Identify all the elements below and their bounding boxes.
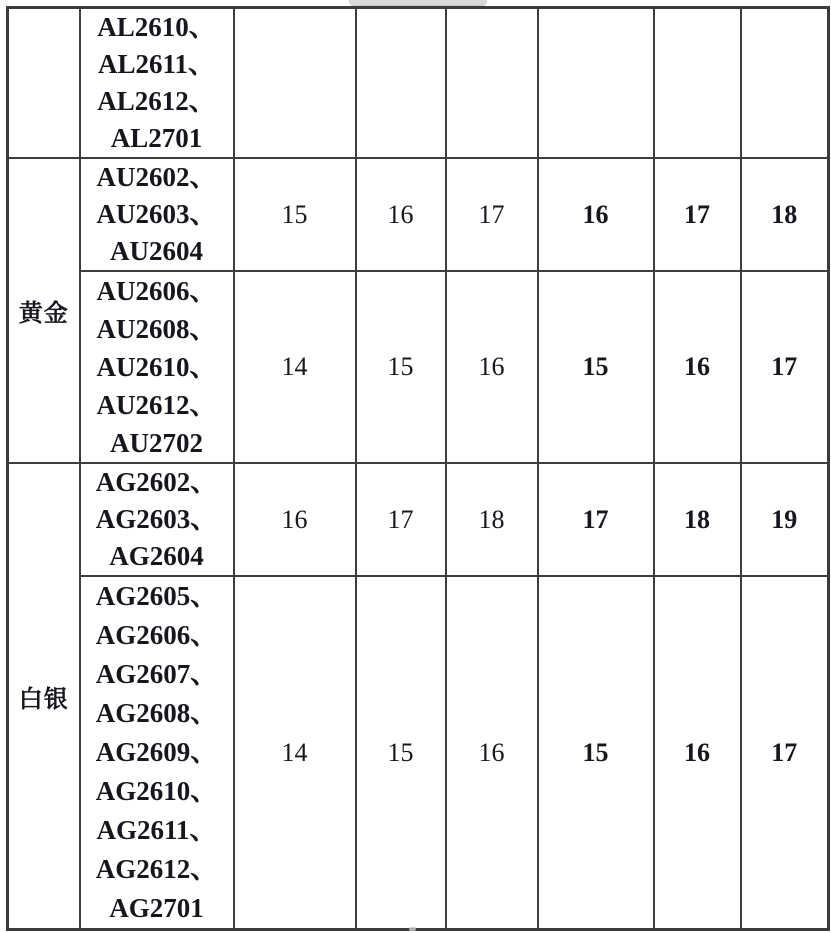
table-row [8,463,829,576]
contract-codes-cell [80,271,234,463]
margin-value-cell: 16 [356,158,446,271]
margin-value-cell: 16 [446,576,538,930]
contract-code: AU2602、 [96,162,217,192]
contract-code: AU2603、 [96,199,217,229]
margin-value-cell: 16 [234,463,356,576]
contract-code: AG2603、 [95,504,218,534]
page-bottom-mark [409,927,416,931]
contract-code: AL2611、 [97,49,216,79]
commodity-label-cell-gold: 黄金 [8,158,80,463]
margin-value-cell: 15 [234,158,356,271]
margin-rate-table [6,6,830,931]
contract-code: AU2610、 [96,352,217,382]
margin-value-cell: 15 [356,576,446,930]
margin-value-cell: 15 [538,271,654,463]
table-row [8,8,829,159]
table-row [8,576,829,930]
margin-value-cell: 16 [654,576,741,930]
contract-code: AG2607、 [95,659,218,689]
contract-code: AG2606、 [95,620,218,650]
contract-code: AG2612、 [95,854,218,884]
margin-value-cell: 16 [654,271,741,463]
margin-value-cell [234,8,356,159]
margin-value-cell: 16 [446,271,538,463]
margin-value-cell [446,8,538,159]
contract-codes-cell [80,463,234,576]
contract-code: AU2606、 [96,276,217,306]
contract-codes-cell [80,8,234,159]
contract-code: AL2610、 [97,12,216,42]
contract-code: AG2609、 [95,737,218,767]
contract-codes-cell [80,158,234,271]
commodity-label-cell [8,8,80,159]
margin-value-cell: 19 [741,463,829,576]
margin-value-cell [654,8,741,159]
contract-code: AU2604 [110,236,203,266]
table-row [8,158,829,271]
margin-value-cell: 18 [446,463,538,576]
margin-value-cell [741,8,829,159]
margin-value-cell: 17 [654,158,741,271]
margin-value-cell: 14 [234,576,356,930]
contract-code: AG2701 [109,893,204,923]
contract-code: AG2602、 [95,467,218,497]
margin-value-cell: 17 [356,463,446,576]
margin-value-cell: 15 [538,576,654,930]
contract-code: AG2604 [109,541,204,571]
margin-value-cell [538,8,654,159]
margin-value-cell: 17 [446,158,538,271]
margin-value-cell: 17 [538,463,654,576]
margin-value-cell: 17 [741,576,829,930]
contract-code: AG2608、 [95,698,218,728]
table-row [8,271,829,463]
contract-code: AU2608、 [96,314,217,344]
margin-value-cell: 14 [234,271,356,463]
margin-value-cell: 18 [741,158,829,271]
contract-code: AG2605、 [95,581,218,611]
contract-code: AL2701 [110,123,203,153]
margin-value-cell [356,8,446,159]
margin-value-cell: 18 [654,463,741,576]
contract-codes-cell [80,576,234,930]
margin-value-cell: 15 [356,271,446,463]
commodity-label-cell-silver: 白银 [8,463,80,930]
margin-value-cell: 16 [538,158,654,271]
contract-code: AL2612、 [97,86,216,116]
margin-value-cell: 17 [741,271,829,463]
contract-code: AG2610、 [95,776,218,806]
contract-code: AU2702 [110,428,203,458]
contract-code: AG2611、 [96,815,217,845]
contract-code: AU2612、 [96,390,217,420]
